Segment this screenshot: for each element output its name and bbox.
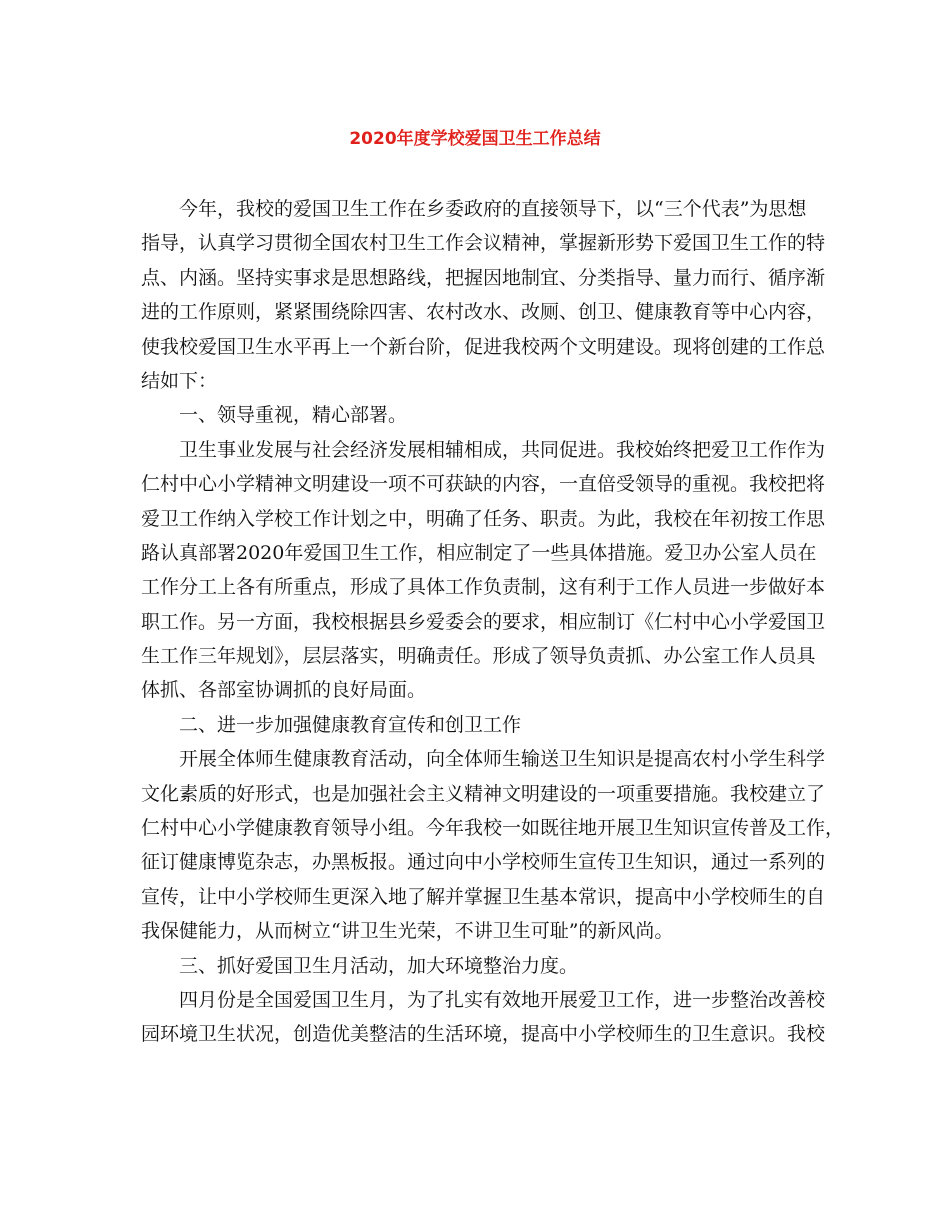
section-heading: 二、进一步加强健康教育宣传和创卫工作	[179, 713, 522, 736]
document-title: 2020年度学校爱国卫生工作总结	[349, 129, 601, 149]
paragraph-line: 宣传，让中小学校师生更深入地了解并掌握卫生基本常识，提高中小学校师生的自	[141, 885, 826, 908]
document-body	[141, 192, 845, 1052]
paragraph-line: 征订健康博览杂志，办黑板报。通过向中小学校师生宣传卫生知识，通过一系列的	[141, 851, 826, 874]
paragraph-line: 体抓、各部室协调抓的良好局面。	[141, 679, 427, 702]
section-heading: 一、领导重视，精心部署。	[179, 404, 408, 427]
paragraph-line: 生工作三年规划》，层层落实，明确责任。形成了领导负责抓、办公室工作人员具	[141, 645, 816, 668]
paragraph-line: 今年，我校的爱国卫生工作在乡委政府的直接领导下，以“三个代表”为思想	[179, 198, 807, 220]
paragraph-line: 爱卫工作纳入学校工作计划之中，明确了任务、职责。为此，我校在年初按工作思	[141, 507, 826, 530]
paragraph-line: 工作分工上各有所重点，形成了具体工作负责制，这有利于工作人员进一步做好本	[141, 576, 826, 599]
paragraph-line: 进的工作原则，紧紧围绕除四害、农村改水、改厕、创卫、健康教育等中心内容，	[141, 301, 826, 324]
paragraph-line: 结如下：	[141, 369, 218, 392]
paragraph-line: 四月份是全国爱国卫生月，为了扎实有效地开展爱卫工作，进一步整治改善校	[179, 988, 826, 1011]
paragraph-line: 文化素质的好形式，也是加强社会主义精神文明建设的一项重要措施。我校建立了	[141, 782, 826, 805]
paragraph-line: 仁村中心小学健康教育领导小组。今年我校一如既往地开展卫生知识宣传普及工作，	[141, 817, 845, 840]
paragraph-line: 路认真部署2020年爱国卫生工作，相应制定了一些具体措施。爱卫办公室人员在	[141, 541, 817, 564]
paragraph-line: 卫生事业发展与社会经济发展相辅相成，共同促进。我校始终把爱卫工作作为	[179, 438, 826, 461]
paragraph-line: 我保健能力，从而树立“讲卫生光荣，不讲卫生可耻”的新风尚。	[141, 920, 674, 943]
section-heading: 三、抓好爱国卫生月活动，加大环境整治力度。	[179, 954, 579, 977]
paragraph-line: 仁村中心小学精神文明建设一项不可获缺的内容，一直倍受领导的重视。我校把将	[141, 473, 826, 496]
paragraph-line: 职工作。另一方面，我校根据县乡爱委会的要求，相应制订《仁村中心小学爱国卫	[141, 610, 826, 633]
paragraph-line: 园环境卫生状况，创造优美整洁的生活环境，提高中小学校师生的卫生意识。我校	[141, 1023, 826, 1046]
paragraph-line: 使我校爱国卫生水平再上一个新台阶，促进我校两个文明建设。现将创建的工作总	[141, 335, 826, 358]
paragraph-line: 开展全体师生健康教育活动，向全体师生输送卫生知识是提高农村小学生科学	[179, 748, 826, 771]
paragraph-line: 指导，认真学习贯彻全国农村卫生工作会议精神，掌握新形势下爱国卫生工作的特	[141, 232, 826, 255]
paragraph-line: 点、内涵。坚持实事求是思想路线，把握因地制宜、分类指导、量力而行、循序渐	[141, 266, 826, 289]
